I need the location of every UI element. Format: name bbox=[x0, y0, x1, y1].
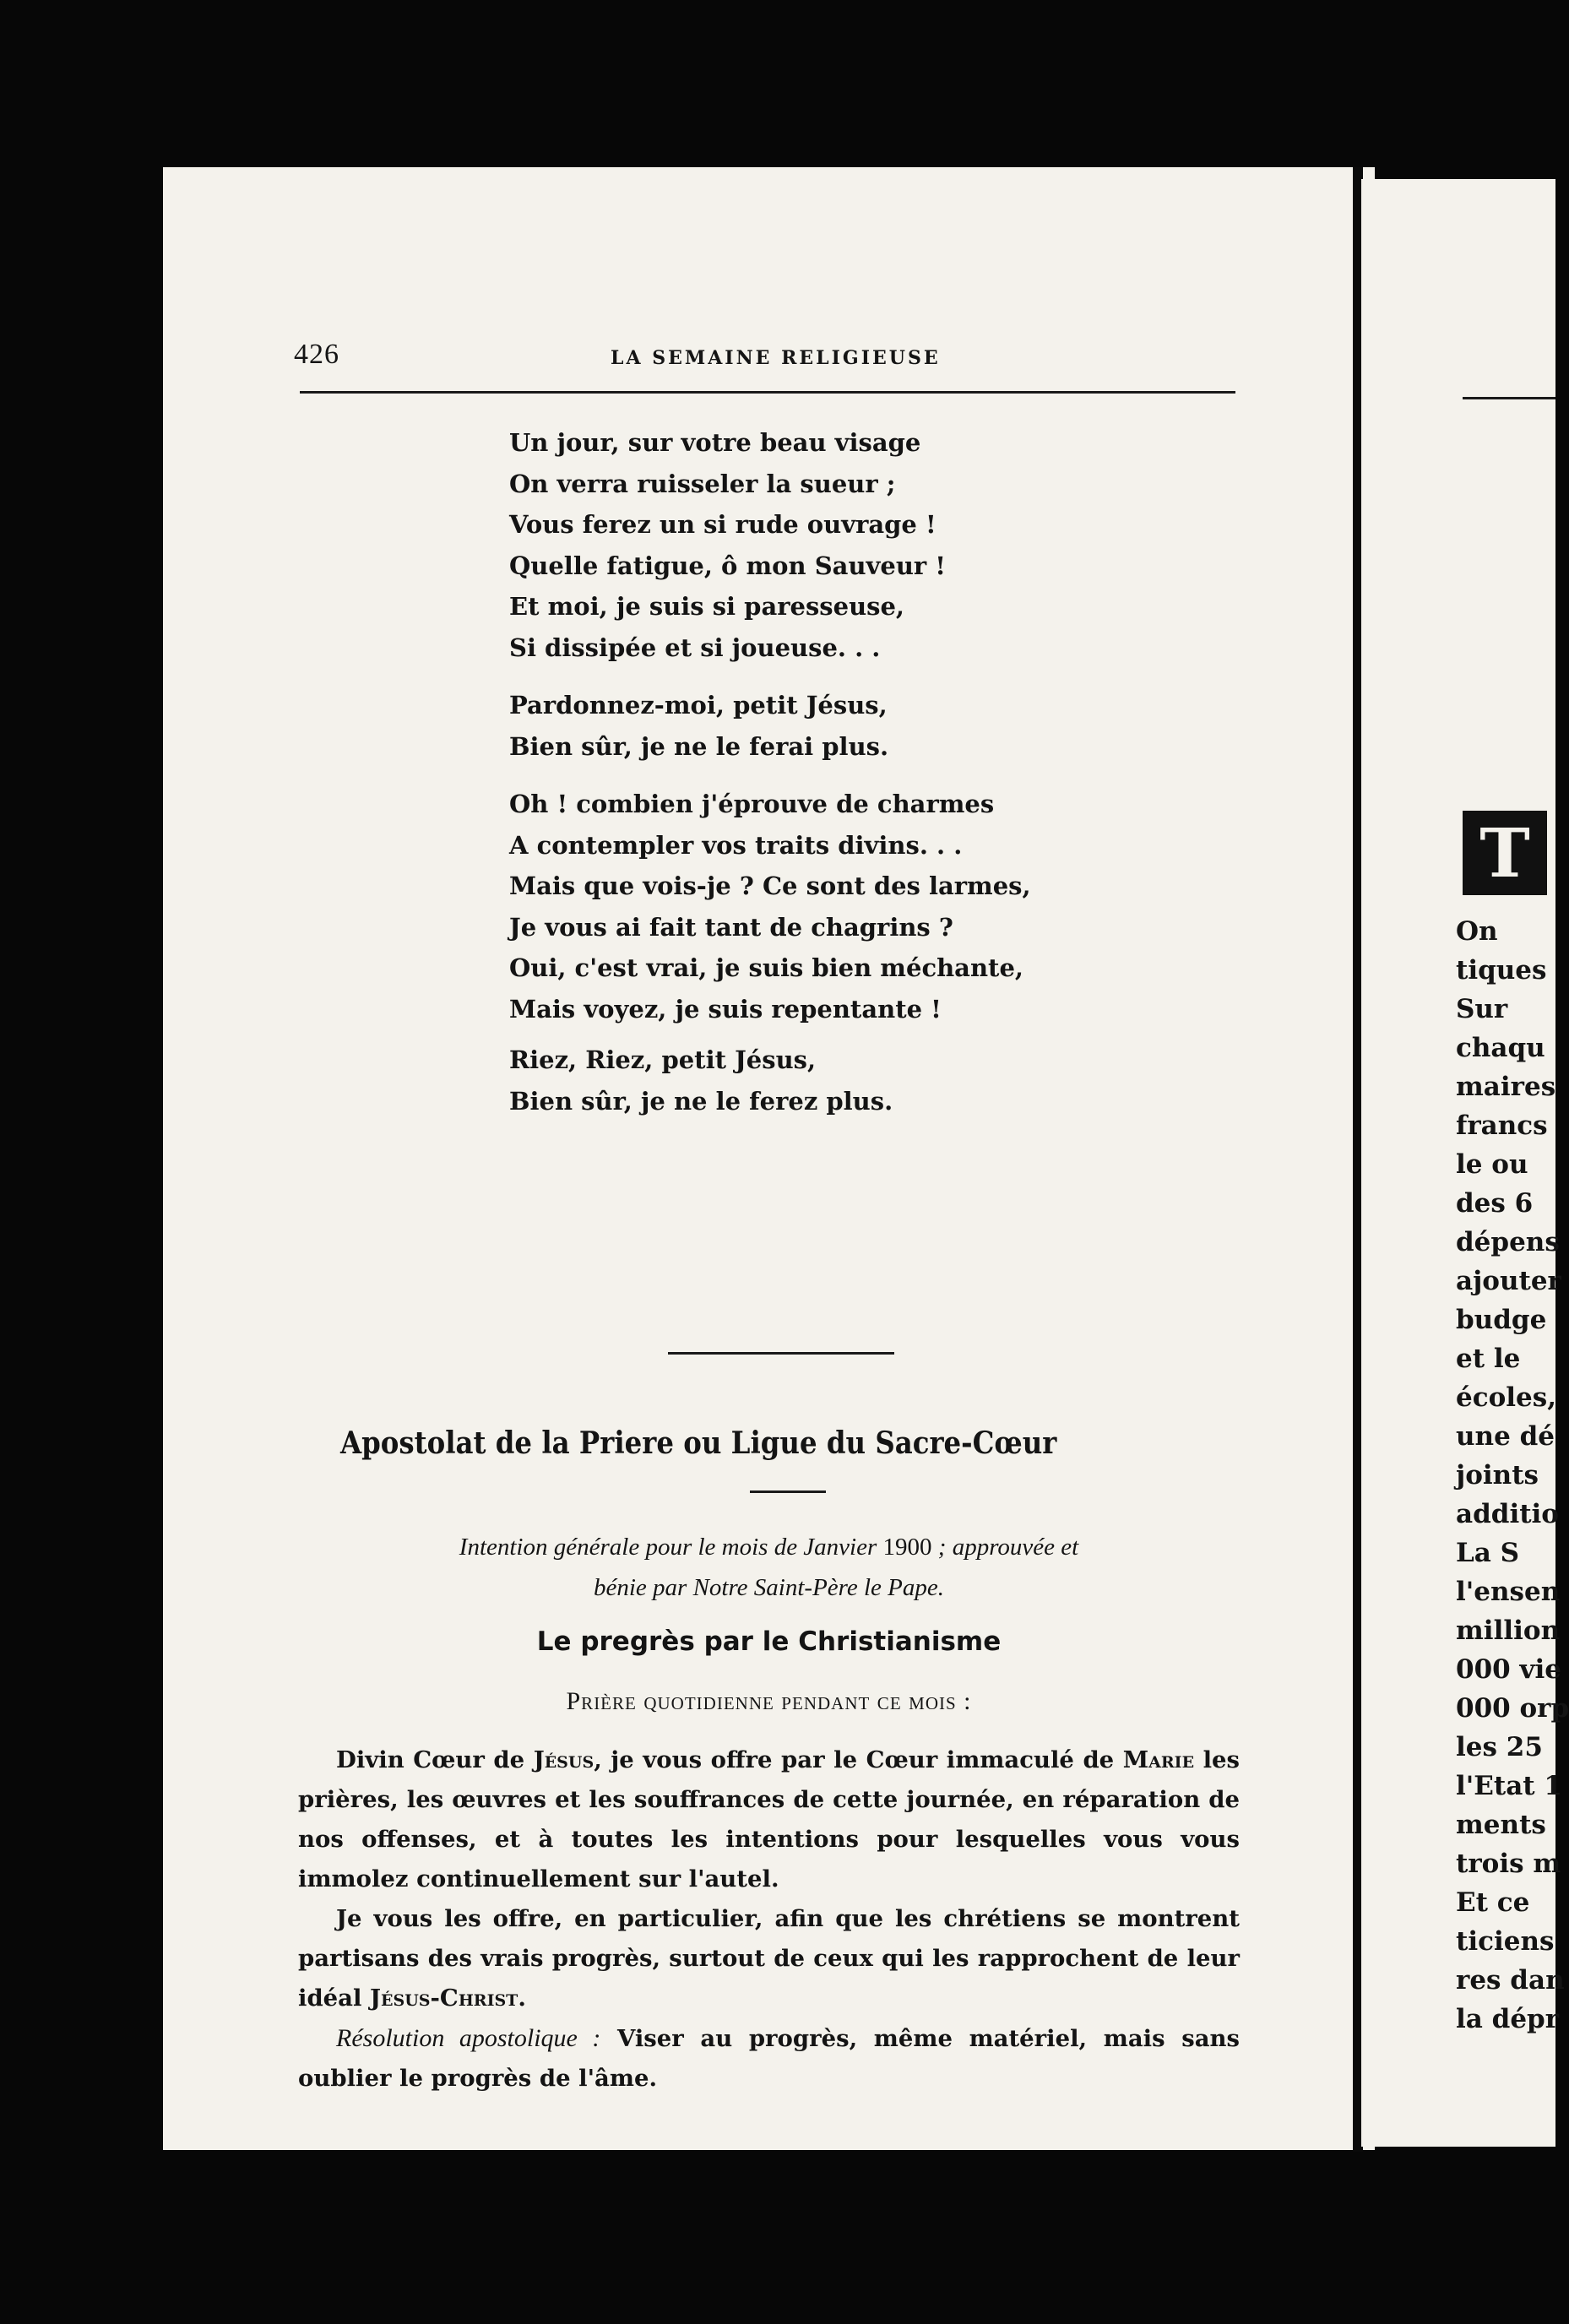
section-divider bbox=[668, 1352, 894, 1355]
paragraph bbox=[298, 1740, 1240, 1899]
right-line: l'ensen bbox=[1456, 1577, 1561, 1607]
right-line: res dan bbox=[1456, 1965, 1565, 1995]
right-line: trois m bbox=[1456, 1849, 1561, 1879]
stanza-gap bbox=[509, 1029, 1031, 1040]
text-run: Jésus-Christ bbox=[370, 1985, 518, 2012]
right-line: On bbox=[1456, 916, 1498, 947]
right-line: des 6 bbox=[1456, 1188, 1534, 1219]
poem bbox=[509, 422, 1031, 1121]
right-line: Et ce bbox=[1456, 1887, 1530, 1918]
right-line: million bbox=[1456, 1615, 1561, 1646]
intention-part: Intention générale pour le mois de Janvier bbox=[459, 1534, 883, 1561]
resolution-label: Résolution apostolique : bbox=[336, 2024, 601, 2052]
intention-part: ; approuvée et bbox=[931, 1534, 1079, 1561]
poem-line: A contempler vos traits divins. . . bbox=[509, 830, 963, 860]
header-rule bbox=[300, 391, 1235, 394]
right-column-text bbox=[1456, 912, 1569, 2039]
intention-part: bénie par Notre Saint-Père le Pape. bbox=[593, 1574, 945, 1601]
right-line: additio bbox=[1456, 1499, 1559, 1529]
poem-line: Bien sûr, je ne le ferez plus. bbox=[509, 1086, 893, 1116]
right-line: le ou bbox=[1456, 1149, 1528, 1180]
right-line: dépens bbox=[1456, 1227, 1560, 1257]
text-run: Marie bbox=[1122, 1746, 1195, 1773]
paragraph bbox=[298, 2018, 1240, 2099]
poem-line: Oui, c'est vrai, je suis bien méchante, bbox=[509, 953, 1023, 982]
right-line: maires bbox=[1456, 1072, 1556, 1102]
text-run: Viser au progrès, même matériel, mais sans oublier le progrès de l'âme. bbox=[298, 2025, 1240, 2092]
right-line: 000 orp bbox=[1456, 1693, 1569, 1724]
poem-line: On verra ruisseler la sueur ; bbox=[509, 469, 896, 498]
right-line: Sur bbox=[1456, 994, 1508, 1024]
title-rule bbox=[750, 1491, 826, 1493]
text-run: , je vous offre par le Cœur immaculé de bbox=[594, 1746, 1123, 1773]
poem-line: Bien sûr, je ne le ferai plus. bbox=[509, 731, 889, 761]
right-header-rule bbox=[1463, 397, 1555, 399]
right-line: La S bbox=[1456, 1538, 1520, 1568]
poem-line: Si dissipée et si joueuse. . . bbox=[509, 633, 881, 662]
intention-text bbox=[298, 1527, 1240, 1608]
text-run: Je vous les offre, en particulier, afin que les chrétiens se montrent partisans des vrais progrès, surtout de ceux qui les rapprochent de leur idéal bbox=[298, 1905, 1240, 2012]
right-line: les 25 bbox=[1456, 1732, 1543, 1762]
poem-line: Mais que vois-je ? Ce sont des larmes, bbox=[509, 872, 1031, 900]
intention-year: 1900 bbox=[882, 1534, 932, 1561]
left-page bbox=[163, 167, 1375, 2150]
text-run: . bbox=[518, 1985, 526, 2012]
right-page bbox=[1361, 179, 1569, 2147]
page-number: 426 bbox=[294, 339, 339, 370]
right-line: francs bbox=[1456, 1110, 1548, 1141]
poem-line: Quelle fatigue, ô mon Sauveur ! bbox=[509, 551, 947, 580]
right-line: écoles, bbox=[1456, 1382, 1557, 1413]
right-line: ticiens bbox=[1456, 1926, 1555, 1957]
right-line: et le bbox=[1456, 1344, 1521, 1374]
poem-line: Riez, Riez, petit Jésus, bbox=[509, 1045, 817, 1074]
text-run: Jésus bbox=[533, 1746, 594, 1773]
prayer-body bbox=[298, 1740, 1240, 2099]
running-head bbox=[163, 339, 1375, 372]
poem-line: Pardonnez-moi, petit Jésus, bbox=[509, 691, 888, 719]
poem-line: Oh ! combien j'éprouve de charmes bbox=[509, 790, 995, 818]
poem-line: Et moi, je suis si paresseuse, bbox=[509, 592, 905, 621]
right-line: budge bbox=[1456, 1305, 1547, 1335]
right-line: une dé bbox=[1456, 1421, 1555, 1452]
poem-line: Un jour, sur votre beau visage bbox=[509, 428, 921, 457]
stanza-gap bbox=[509, 668, 1031, 685]
poem-line: Je vous ai fait tant de chagrins ? bbox=[509, 912, 953, 942]
poem-line: Mais voyez, je suis repentante ! bbox=[509, 994, 942, 1024]
poem-line: Vous ferez un si rude ouvrage ! bbox=[509, 510, 937, 539]
right-line: ments bbox=[1456, 1810, 1546, 1840]
text-run: Divin Cœur de bbox=[336, 1746, 534, 1773]
drop-cap: T bbox=[1463, 811, 1547, 895]
prayer-heading: Prière quotidienne pendant ce mois : bbox=[566, 1687, 972, 1715]
right-line: ajouter bbox=[1456, 1266, 1561, 1296]
right-line: la dépr bbox=[1456, 2004, 1560, 2034]
right-line: chaqu bbox=[1456, 1033, 1545, 1063]
paragraph bbox=[298, 1899, 1240, 2018]
right-line: l'Etat 1 bbox=[1456, 1771, 1562, 1801]
right-line: tiques bbox=[1456, 955, 1547, 986]
running-title: LA SEMAINE RELIGIEUSE bbox=[611, 347, 941, 369]
stanza-gap bbox=[509, 767, 1031, 784]
right-line: 000 vie bbox=[1456, 1654, 1562, 1685]
right-line: joints bbox=[1456, 1460, 1539, 1491]
subtitle: Le pregrès par le Christianisme bbox=[536, 1626, 1002, 1657]
text-run: les prières, les œuvres et les souffrances de cette journée, en réparation de nos offenses, et à toutes les intentions pour lesquelles vous vous immolez continuellement sur l'autel. bbox=[298, 1746, 1241, 1892]
section-title: Apostolat de la Priere ou Ligue du Sacre-Cœur bbox=[340, 1425, 1057, 1461]
